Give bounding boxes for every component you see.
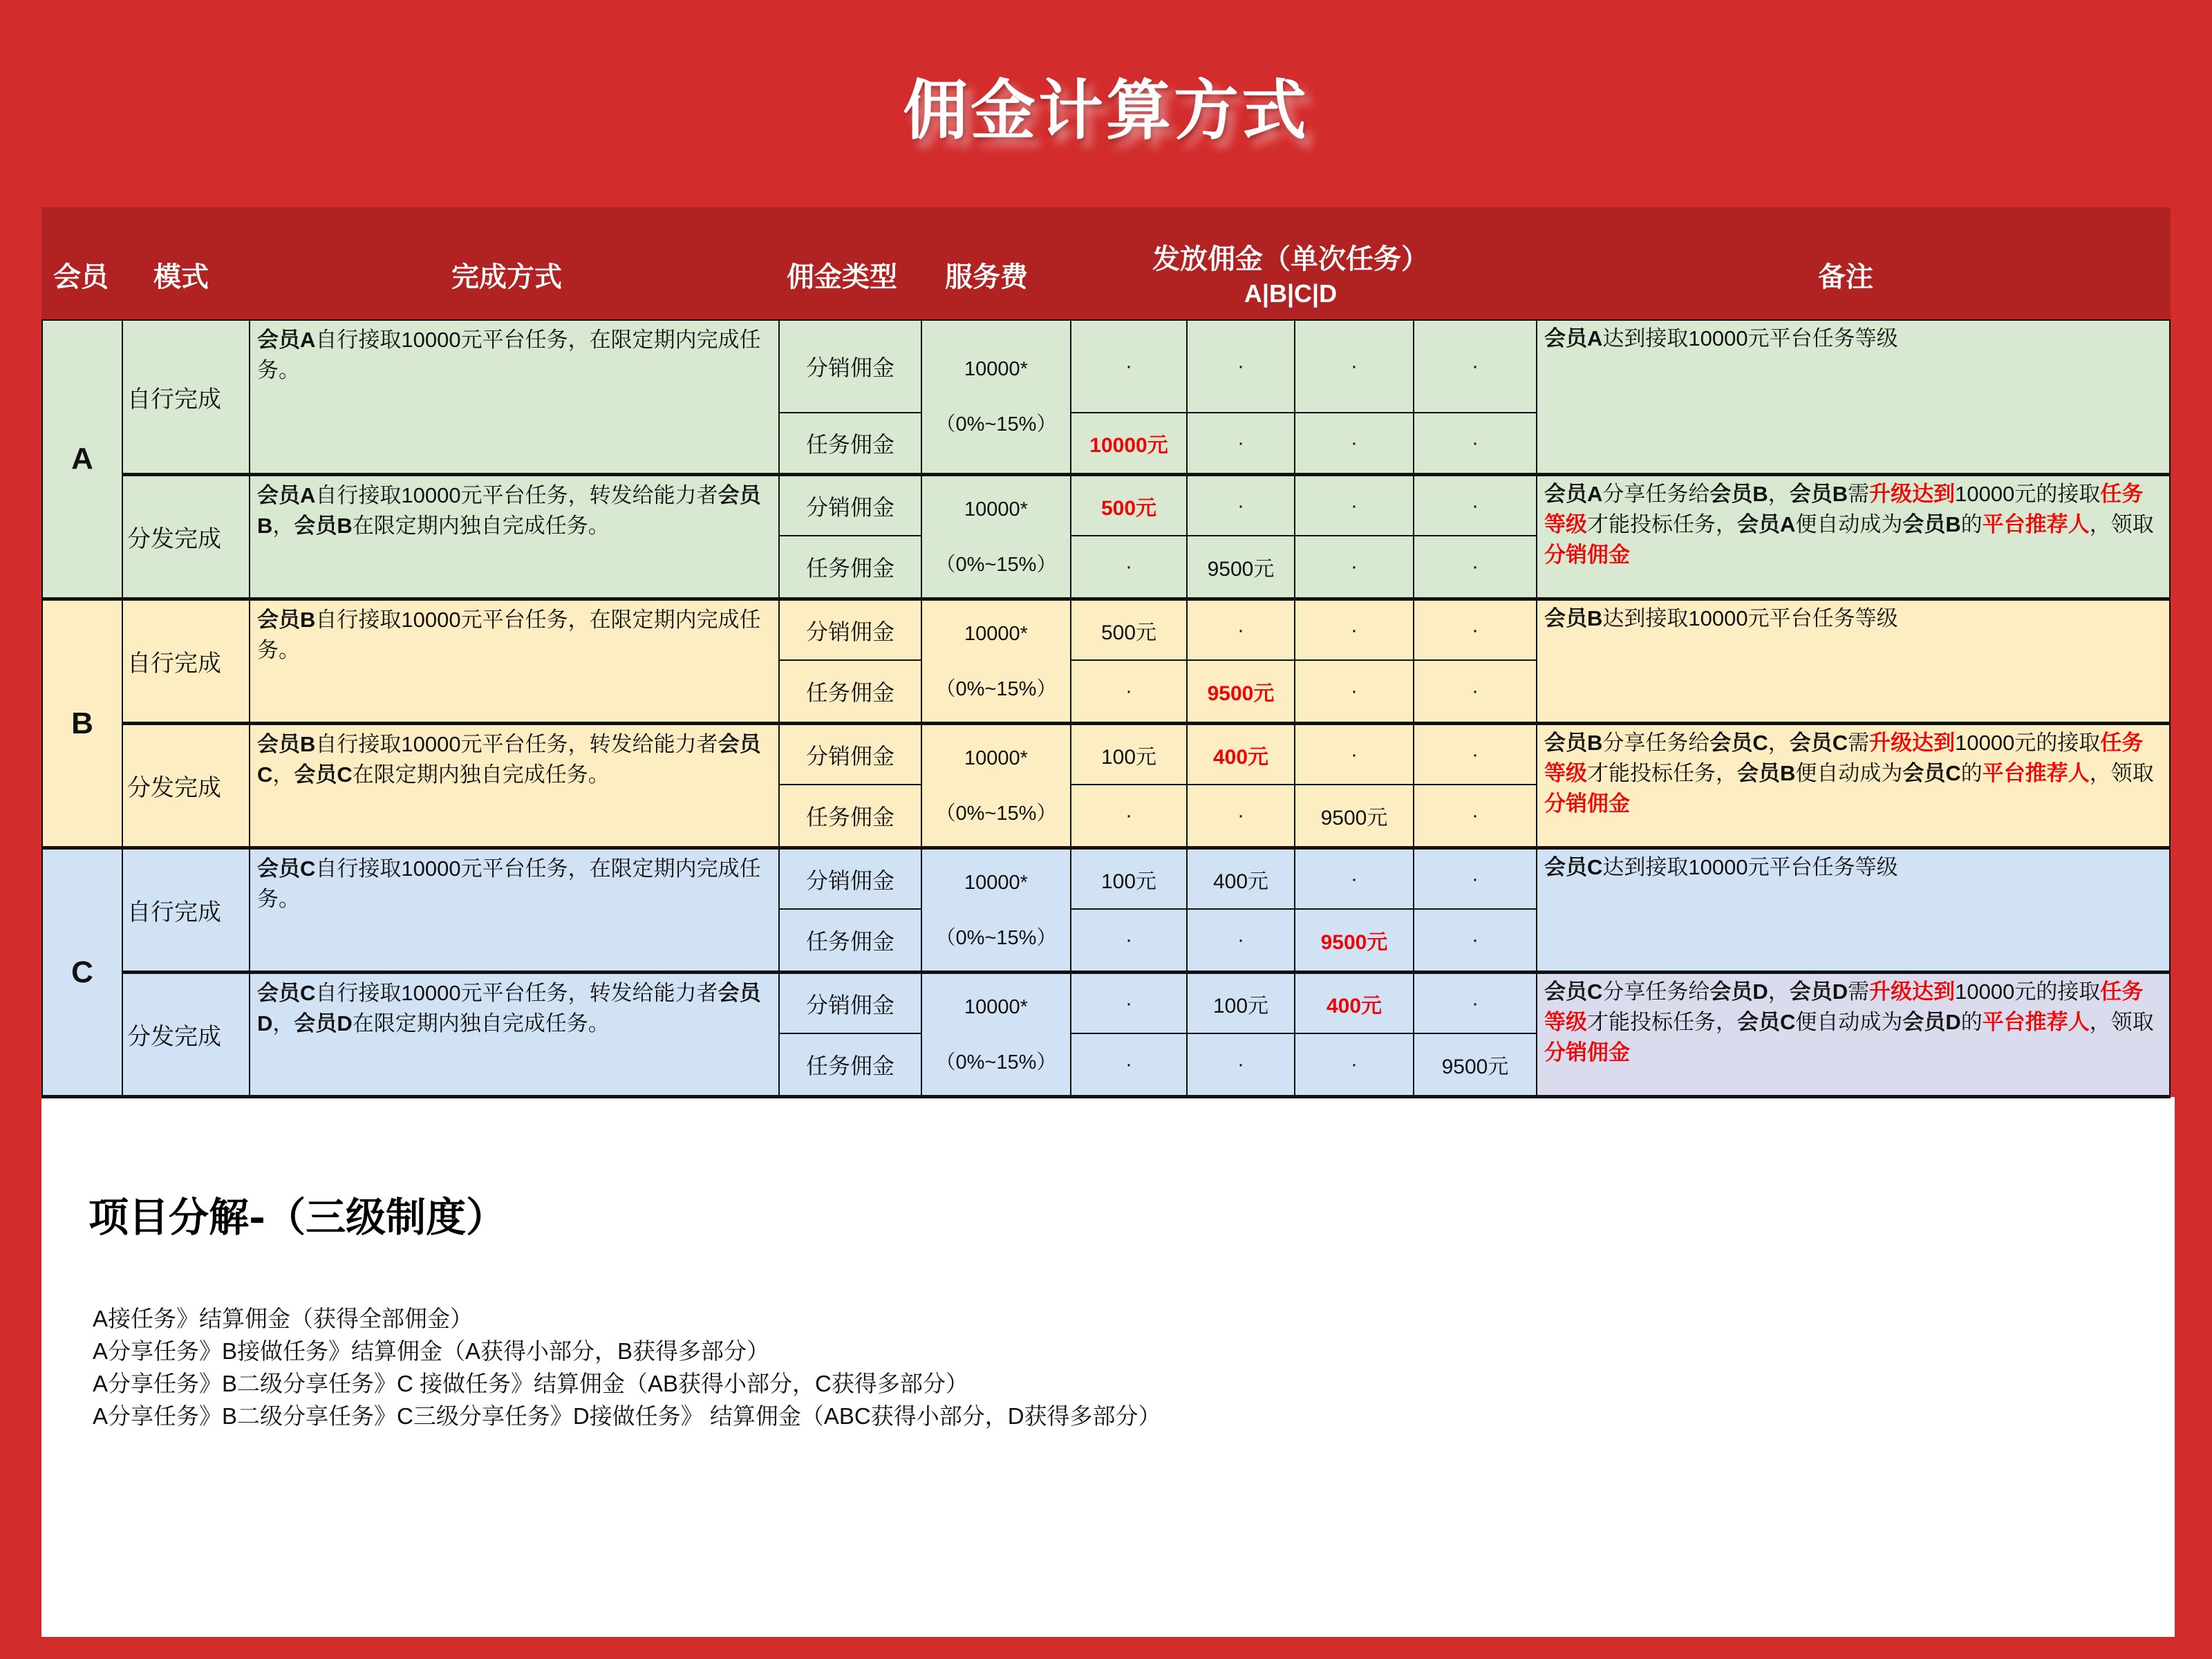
payout-cell-b: · <box>1237 1053 1244 1076</box>
service-fee-cell: 10000* （0%~15%） <box>922 601 1071 722</box>
breakdown-line: A接任务》结算佣金（获得全部佣金） <box>93 1306 474 1331</box>
payout-cell-c: · <box>1295 601 1413 661</box>
payout-cell-d: 9500元 <box>1441 1056 1509 1078</box>
mode-cell: 分发完成 <box>123 974 250 1095</box>
desc-cell: 会员A自行接取10000元平台任务，在限定期内完成任务。 <box>250 321 780 473</box>
payout-cell-a: · <box>1125 928 1132 951</box>
desc-cell: 会员C自行接取10000元平台任务，转发给能力者会员D，会员D在限定期内独自完成任务。 <box>250 974 780 1095</box>
payout-cell-d: · <box>1472 431 1479 454</box>
mode-cell: 自行完成 <box>123 321 250 473</box>
breakdown-lines <box>93 1302 1161 1432</box>
section-member-c <box>43 850 2169 1098</box>
payout-cell-a: · <box>1125 679 1132 702</box>
member-cell: A <box>43 321 123 597</box>
payout-cell-d: · <box>1414 974 1536 1034</box>
payout-cell-c: · <box>1295 321 1413 413</box>
payout-cell-a: 10000元 <box>1089 434 1168 457</box>
payout-cell-c: · <box>1351 555 1358 578</box>
member-cell: C <box>43 850 123 1095</box>
payout-cell-a: · <box>1125 804 1132 827</box>
block-c-distribute <box>123 971 2169 1095</box>
page-title: 佣金计算方式 <box>902 74 1309 147</box>
commission-type-cell: 任务佣金 <box>805 805 894 830</box>
payout-cell-a: 500元 <box>1071 601 1186 661</box>
payout-cell-d: · <box>1414 850 1536 910</box>
commission-table <box>41 207 2171 1098</box>
payout-cell-b: 9500元 <box>1207 682 1275 705</box>
breakdown-heading: 项目分解-（三级制度） <box>88 1194 507 1241</box>
block-b-distribute <box>123 722 2169 846</box>
payout-cell-b: · <box>1237 928 1244 951</box>
table-body <box>41 319 2171 1098</box>
payout-cell-c: · <box>1295 725 1413 785</box>
breakdown-line: A分享任务》B二级分享任务》C 接做任务》结算佣金（AB获得小部分，C获得多部分） <box>93 1371 968 1396</box>
payout-cell-d: · <box>1414 601 1536 661</box>
commission-type-cell: 分销佣金 <box>780 321 921 413</box>
payout-cell-a: 100元 <box>1071 850 1186 910</box>
header-payout-group <box>1060 237 1521 319</box>
payout-cell-a: · <box>1071 974 1186 1034</box>
header-payout-title: 发放佣金（单次任务） <box>1152 244 1429 274</box>
remark-cell: 会员C达到接取10000元平台任务等级 <box>1544 855 1898 879</box>
payout-cell-d: · <box>1472 928 1479 951</box>
service-fee-cell: 10000* （0%~15%） <box>922 321 1071 473</box>
remark-cell: 会员B达到接取10000元平台任务等级 <box>1544 606 1898 630</box>
block-a-self <box>123 321 2169 473</box>
payout-cell-d: · <box>1472 804 1479 827</box>
header-member: 会员 <box>53 262 109 292</box>
breakdown-line: A分享任务》B接做任务》结算佣金（A获得小部分，B获得多部分） <box>93 1338 770 1364</box>
payout-cell-b: 400元 <box>1188 850 1294 910</box>
service-fee-cell: 10000* （0%~15%） <box>922 476 1071 597</box>
payout-cell-d: · <box>1472 679 1479 702</box>
desc-cell: 会员B自行接取10000元平台任务，在限定期内完成任务。 <box>250 601 780 722</box>
payout-cell-d: · <box>1414 476 1536 536</box>
desc-cell: 会员C自行接取10000元平台任务，在限定期内完成任务。 <box>250 850 780 971</box>
payout-cell-b: 9500元 <box>1207 558 1275 581</box>
commission-type-cell: 分销佣金 <box>780 974 921 1034</box>
commission-type-cell: 分销佣金 <box>780 725 921 785</box>
payout-cell-d: · <box>1414 321 1536 413</box>
payout-cell-b: · <box>1188 601 1294 661</box>
section-member-b <box>43 601 2169 850</box>
header-mode: 模式 <box>153 262 209 292</box>
header-remark: 备注 <box>1818 262 1873 292</box>
payout-cell-c: · <box>1351 1053 1358 1076</box>
payout-cell-d: · <box>1414 725 1536 785</box>
payout-cell-b: 400元 <box>1188 725 1294 785</box>
commission-type-cell: 任务佣金 <box>805 1053 894 1078</box>
payout-cell-b: · <box>1188 321 1294 413</box>
payout-cell-b: 100元 <box>1188 974 1294 1034</box>
table-header-row <box>41 207 2171 319</box>
commission-type-cell: 分销佣金 <box>780 476 921 536</box>
service-fee-cell: 10000* （0%~15%） <box>922 725 1071 846</box>
payout-cell-c: · <box>1295 476 1413 536</box>
mode-cell: 分发完成 <box>123 725 250 846</box>
commission-type-cell: 任务佣金 <box>805 556 894 581</box>
payout-cell-a: 100元 <box>1071 725 1186 785</box>
block-b-self <box>123 601 2169 722</box>
desc-cell: 会员A自行接取10000元平台任务，转发给能力者会员B，会员B在限定期内独自完成任务。 <box>250 476 780 597</box>
commission-type-cell: 任务佣金 <box>805 929 894 954</box>
payout-cell-c: · <box>1351 679 1358 702</box>
payout-cell-a: · <box>1125 555 1132 578</box>
payout-cell-c: · <box>1295 850 1413 910</box>
payout-cell-a: · <box>1071 321 1186 413</box>
remark-cell: 会员A达到接取10000元平台任务等级 <box>1544 326 1898 350</box>
section-member-a <box>43 321 2169 601</box>
header-method: 完成方式 <box>451 262 562 292</box>
payout-cell-d: · <box>1472 555 1479 578</box>
remark-cell: 会员C分享任务给会员D，会员D需升级达到10000元的接取任务等级才能投标任务，会员C便自动成为会员D的平台推荐人，领取 分销佣金 <box>1537 974 2169 1095</box>
header-commission-type: 佣金类型 <box>787 262 897 292</box>
mode-cell: 分发完成 <box>123 476 250 597</box>
commission-type-cell: 任务佣金 <box>805 432 894 457</box>
payout-cell-c: 9500元 <box>1320 931 1388 954</box>
payout-cell-c: · <box>1351 431 1358 454</box>
remark-cell: 会员A分享任务给会员B，会员B需升级达到10000元的接取任务等级才能投标任务，会员A便自动成为会员B的平台推荐人，领取 分销佣金 <box>1544 482 2154 567</box>
breakdown-line: A分享任务》B二级分享任务》C三级分享任务》D接做任务》 结算佣金（ABC获得小部分，D获得多部分） <box>93 1403 1161 1429</box>
payout-cell-b: · <box>1188 476 1294 536</box>
payout-cell-b: · <box>1237 431 1244 454</box>
payout-cell-c: 400元 <box>1295 974 1413 1034</box>
block-c-self <box>123 850 2169 971</box>
service-fee-cell: 10000* （0%~15%） <box>922 850 1071 971</box>
payout-cell-a: · <box>1125 1053 1132 1076</box>
commission-type-cell: 任务佣金 <box>805 680 894 705</box>
header-payout-columns: A|B|C|D <box>1244 279 1338 308</box>
mode-cell: 自行完成 <box>123 850 250 971</box>
payout-cell-b: · <box>1237 804 1244 827</box>
remark-cell: 会员B分享任务给会员C，会员C需升级达到10000元的接取任务等级才能投标任务，会员B便自动成为会员C的平台推荐人，领取 分销佣金 <box>1544 731 2154 816</box>
mode-cell: 自行完成 <box>123 601 250 722</box>
service-fee-cell: 10000* （0%~15%） <box>922 974 1071 1095</box>
commission-type-cell: 分销佣金 <box>780 601 921 661</box>
block-a-distribute <box>123 473 2169 597</box>
payout-cell-a: 500元 <box>1071 476 1186 536</box>
header-service-fee: 服务费 <box>945 262 1028 292</box>
member-cell: B <box>43 601 123 846</box>
payout-cell-c: 9500元 <box>1320 807 1388 830</box>
commission-type-cell: 分销佣金 <box>780 850 921 910</box>
desc-cell: 会员B自行接取10000元平台任务，转发给能力者会员C，会员C在限定期内独自完成任务。 <box>250 725 780 846</box>
